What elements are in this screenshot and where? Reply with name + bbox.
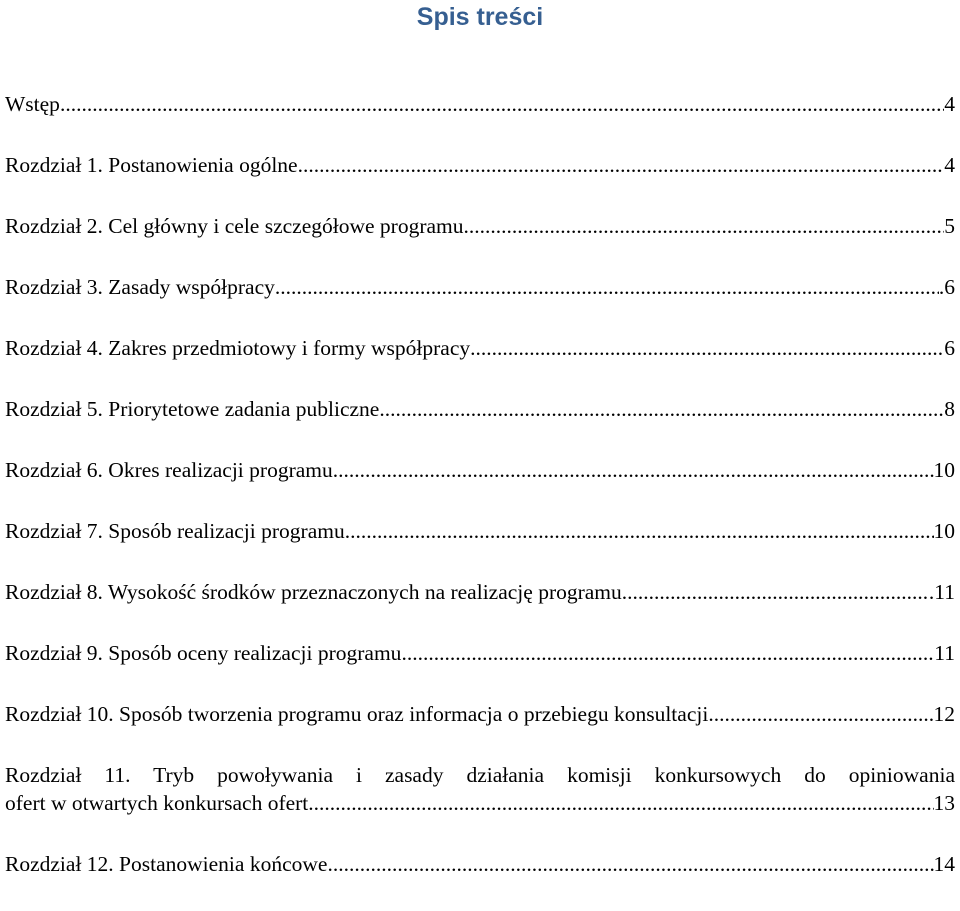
dot-leader <box>298 151 945 179</box>
toc-entry-label: Rozdział 10. Sposób tworzenia programu oraz informacja o przebiegu konsultacji <box>5 702 709 726</box>
dot-leader <box>333 456 934 484</box>
toc-entry-page: 5 <box>944 214 955 238</box>
toc-entry[interactable] <box>5 90 955 118</box>
toc-entry[interactable] <box>5 151 955 179</box>
toc-entry-label: Rozdział 4. Zakres przedmiotowy i formy współpracy <box>5 336 471 360</box>
toc-entry-label: Rozdział 1. Postanowienia ogólne <box>5 153 298 177</box>
dot-leader <box>470 334 944 362</box>
toc-entry-continuation <box>5 789 955 817</box>
toc-entry-label: Rozdział 3. Zasady współpracy <box>5 275 275 299</box>
toc-entry-label: Wstęp <box>5 92 60 116</box>
dot-leader <box>327 850 933 878</box>
toc-entry[interactable] <box>5 334 955 362</box>
toc-entry-label: Rozdział 5. Priorytetowe zadania publiczne <box>5 397 380 421</box>
dot-leader <box>308 789 933 817</box>
toc-entry-label: Rozdział 12. Postanowienia końcowe <box>5 852 328 876</box>
toc-entry-page: 12 <box>933 702 955 726</box>
toc-entry-page: .11 <box>928 580 955 604</box>
toc-entry-label: Rozdział 9. Sposób oceny realizacji programu <box>5 641 402 665</box>
toc-entry-label: Rozdział 6. Okres realizacji programu <box>5 458 333 482</box>
dot-leader <box>379 395 944 423</box>
dot-leader <box>708 700 933 728</box>
toc-entry[interactable] <box>5 395 955 423</box>
toc-entry-page: 11 <box>934 641 955 665</box>
page-title: Spis treści <box>416 3 544 31</box>
toc-entry-page: 10 <box>933 458 955 482</box>
toc-entry[interactable] <box>5 578 955 606</box>
toc-entry-label: Rozdział 11. Tryb powoływania i zasady działania komisji konkursowych do opiniowania <box>5 763 955 787</box>
dot-leader <box>401 639 934 667</box>
toc-entry[interactable] <box>5 456 955 484</box>
toc-entry[interactable] <box>5 850 955 878</box>
toc-entry-page: 4 <box>944 92 955 116</box>
toc-entry-page: 6 <box>944 336 955 360</box>
dot-leader <box>275 273 939 301</box>
toc-entry[interactable] <box>5 212 955 240</box>
toc-entry-page: 8 <box>944 397 955 421</box>
toc-entry-page: 4 <box>944 153 955 177</box>
dot-leader <box>60 90 944 118</box>
toc-list <box>5 90 955 911</box>
dot-leader <box>464 212 945 240</box>
toc-entry-label: Rozdział 8. Wysokość środków przeznaczonych na realizację programu <box>5 580 622 604</box>
toc-entry-label-continuation: ofert w otwartych konkursach ofert <box>5 791 309 815</box>
toc-entry[interactable] <box>5 639 955 667</box>
toc-entry-label: Rozdział 2. Cel główny i cele szczegółowe programu <box>5 214 464 238</box>
toc-entry-page: 10 <box>933 519 955 543</box>
toc-entry-page: 14 <box>933 852 955 876</box>
toc-entry-label: Rozdział 7. Sposób realizacji programu <box>5 519 345 543</box>
toc-entry[interactable] <box>5 700 955 728</box>
dot-leader <box>622 578 929 606</box>
dot-leader <box>345 517 934 545</box>
toc-entry[interactable] <box>5 517 955 545</box>
toc-entry-page: 13 <box>933 791 955 815</box>
toc-entry[interactable] <box>5 761 955 817</box>
toc-entry[interactable] <box>5 273 955 301</box>
toc-entry-page: .6 <box>938 275 955 299</box>
